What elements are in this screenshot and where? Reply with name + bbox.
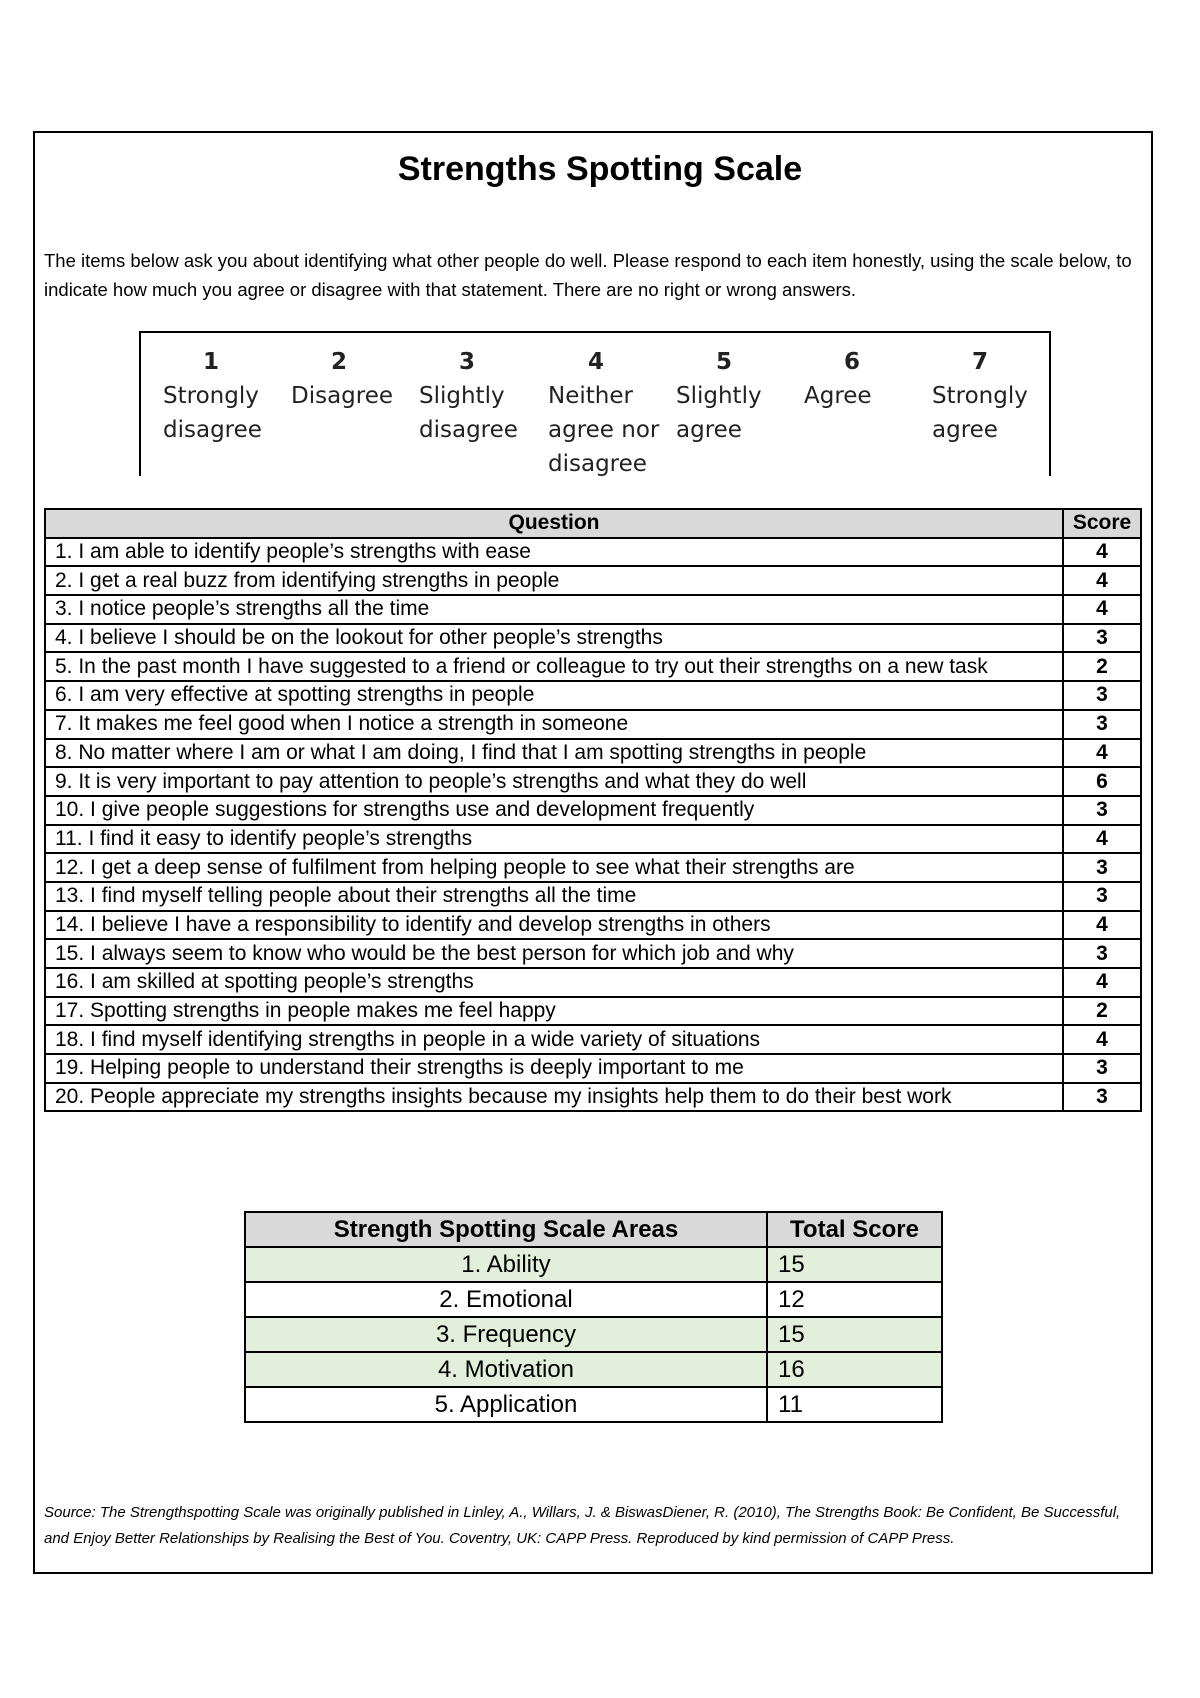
total-cell: 15 <box>767 1317 942 1352</box>
score-column-header: Score <box>1063 509 1141 538</box>
scale-option <box>419 345 544 447</box>
table-row <box>45 624 1141 653</box>
scale-number: 4 <box>588 349 605 375</box>
score-cell: 3 <box>1063 710 1141 739</box>
table-row <box>45 566 1141 595</box>
score-cell: 4 <box>1063 538 1141 567</box>
scale-number: 5 <box>716 349 733 375</box>
score-cell: 2 <box>1063 652 1141 681</box>
area-cell: 3. Frequency <box>245 1317 767 1352</box>
score-cell: 6 <box>1063 767 1141 796</box>
score-cell: 3 <box>1063 853 1141 882</box>
table-row <box>45 538 1141 567</box>
scale-option <box>291 345 416 413</box>
score-cell: 4 <box>1063 595 1141 624</box>
question-cell: 9. It is very important to pay attention to people’s strengths and what they do well <box>45 767 1063 796</box>
scale-option <box>804 345 929 413</box>
total-cell: 12 <box>767 1282 942 1317</box>
score-cell: 3 <box>1063 796 1141 825</box>
scale-option <box>932 345 1057 447</box>
scale-label: Strongly disagree <box>163 383 262 443</box>
score-cell: 4 <box>1063 825 1141 854</box>
scale-option <box>548 345 668 481</box>
score-cell: 3 <box>1063 624 1141 653</box>
question-cell: 16. I am skilled at spotting people’s strengths <box>45 968 1063 997</box>
table-row <box>45 595 1141 624</box>
scale-label: Strongly agree <box>932 383 1028 443</box>
area-cell: 1. Ability <box>245 1247 767 1282</box>
scale-option <box>676 345 786 447</box>
score-cell: 2 <box>1063 997 1141 1026</box>
question-cell: 14. I believe I have a responsibility to identify and develop strengths in others <box>45 911 1063 940</box>
scale-option <box>163 345 288 447</box>
area-cell: 4. Motivation <box>245 1352 767 1387</box>
scale-number: 1 <box>203 349 220 375</box>
table-row <box>45 911 1141 940</box>
table-row <box>45 1054 1141 1083</box>
score-cell: 3 <box>1063 939 1141 968</box>
scale-label: Slightly disagree <box>419 383 518 443</box>
table-row <box>45 968 1141 997</box>
table-row <box>245 1247 942 1282</box>
question-cell: 13. I find myself telling people about their strengths all the time <box>45 882 1063 911</box>
table-row <box>245 1387 942 1422</box>
question-cell: 15. I always seem to know who would be the best person for which job and why <box>45 939 1063 968</box>
score-cell: 4 <box>1063 566 1141 595</box>
question-cell: 7. It makes me feel good when I notice a strength in someone <box>45 710 1063 739</box>
question-cell: 17. Spotting strengths in people makes me feel happy <box>45 997 1063 1026</box>
score-cell: 3 <box>1063 681 1141 710</box>
question-cell: 3. I notice people’s strengths all the time <box>45 595 1063 624</box>
total-cell: 16 <box>767 1352 942 1387</box>
table-row <box>45 853 1141 882</box>
table-row <box>45 825 1141 854</box>
scale-number: 3 <box>459 349 476 375</box>
total-cell: 11 <box>767 1387 942 1422</box>
score-cell: 3 <box>1063 882 1141 911</box>
score-cell: 4 <box>1063 1025 1141 1054</box>
table-row <box>45 1083 1141 1112</box>
table-row <box>45 681 1141 710</box>
table-row <box>45 1025 1141 1054</box>
question-cell: 6. I am very effective at spotting strengths in people <box>45 681 1063 710</box>
question-cell: 11. I find it easy to identify people’s strengths <box>45 825 1063 854</box>
scale-number: 2 <box>331 349 348 375</box>
table-row <box>45 710 1141 739</box>
table-row <box>45 739 1141 768</box>
score-cell: 4 <box>1063 968 1141 997</box>
question-cell: 2. I get a real buzz from identifying strengths in people <box>45 566 1063 595</box>
question-column-header: Question <box>45 509 1063 538</box>
score-cell: 4 <box>1063 739 1141 768</box>
score-cell: 3 <box>1063 1054 1141 1083</box>
area-column-header: Strength Spotting Scale Areas <box>245 1212 767 1247</box>
question-cell: 5. In the past month I have suggested to a friend or colleague to try out their strengths on a new task <box>45 652 1063 681</box>
table-row <box>245 1282 942 1317</box>
intro-text: The items below ask you about identifying what other people do well. Please respond to each item honestly, using the scale below, to indicate how much you agree or disagree with that statement. There are no right or wrong answers. <box>44 250 1132 300</box>
source-citation: Source: The Strengthspotting Scale was originally published in Linley, A., Willars, J. & BiswasDiener, R. (2010), The Strengths Book: Be Confident, Be Successful, and Enjoy Better Relationships by Realising the Best of You. Coventry, UK: CAPP Press. Reproduced by kind permission of CAPP Press. <box>44 1504 1121 1547</box>
question-cell: 10. I give people suggestions for strengths use and development frequently <box>45 796 1063 825</box>
question-cell: 12. I get a deep sense of fulfilment from helping people to see what their strengths are <box>45 853 1063 882</box>
table-row <box>45 997 1141 1026</box>
table-header-row <box>45 509 1141 538</box>
areas-table <box>244 1211 943 1423</box>
response-scale <box>139 331 1051 476</box>
scale-label: Disagree <box>291 383 394 409</box>
question-cell: 8. No matter where I am or what I am doing, I find that I am spotting strengths in people <box>45 739 1063 768</box>
table-row <box>45 882 1141 911</box>
area-cell: 5. Application <box>245 1387 767 1422</box>
question-cell: 18. I find myself identifying strengths in people in a wide variety of situations <box>45 1025 1063 1054</box>
total-column-header: Total Score <box>767 1212 942 1247</box>
area-cell: 2. Emotional <box>245 1282 767 1317</box>
scale-label: Slightly agree <box>676 383 762 443</box>
question-cell: 4. I believe I should be on the lookout for other people’s strengths <box>45 624 1063 653</box>
score-cell: 4 <box>1063 911 1141 940</box>
scale-label: Agree <box>804 383 872 409</box>
table-row <box>245 1352 942 1387</box>
table-row <box>45 767 1141 796</box>
scale-number: 7 <box>972 349 989 375</box>
scale-number: 6 <box>844 349 861 375</box>
question-cell: 1. I am able to identify people’s strengths with ease <box>45 538 1063 567</box>
scale-label: Neither agree nor disagree <box>548 383 660 477</box>
score-cell: 3 <box>1063 1083 1141 1112</box>
question-cell: 19. Helping people to understand their strengths is deeply important to me <box>45 1054 1063 1083</box>
table-row <box>45 652 1141 681</box>
table-row <box>45 939 1141 968</box>
table-row <box>245 1317 942 1352</box>
total-cell: 15 <box>767 1247 942 1282</box>
question-cell: 20. People appreciate my strengths insights because my insights help them to do their best work <box>45 1083 1063 1112</box>
questions-table <box>44 508 1142 1112</box>
table-row <box>45 796 1141 825</box>
page-title: Strengths Spotting Scale <box>397 150 803 188</box>
table-header-row <box>245 1212 942 1247</box>
